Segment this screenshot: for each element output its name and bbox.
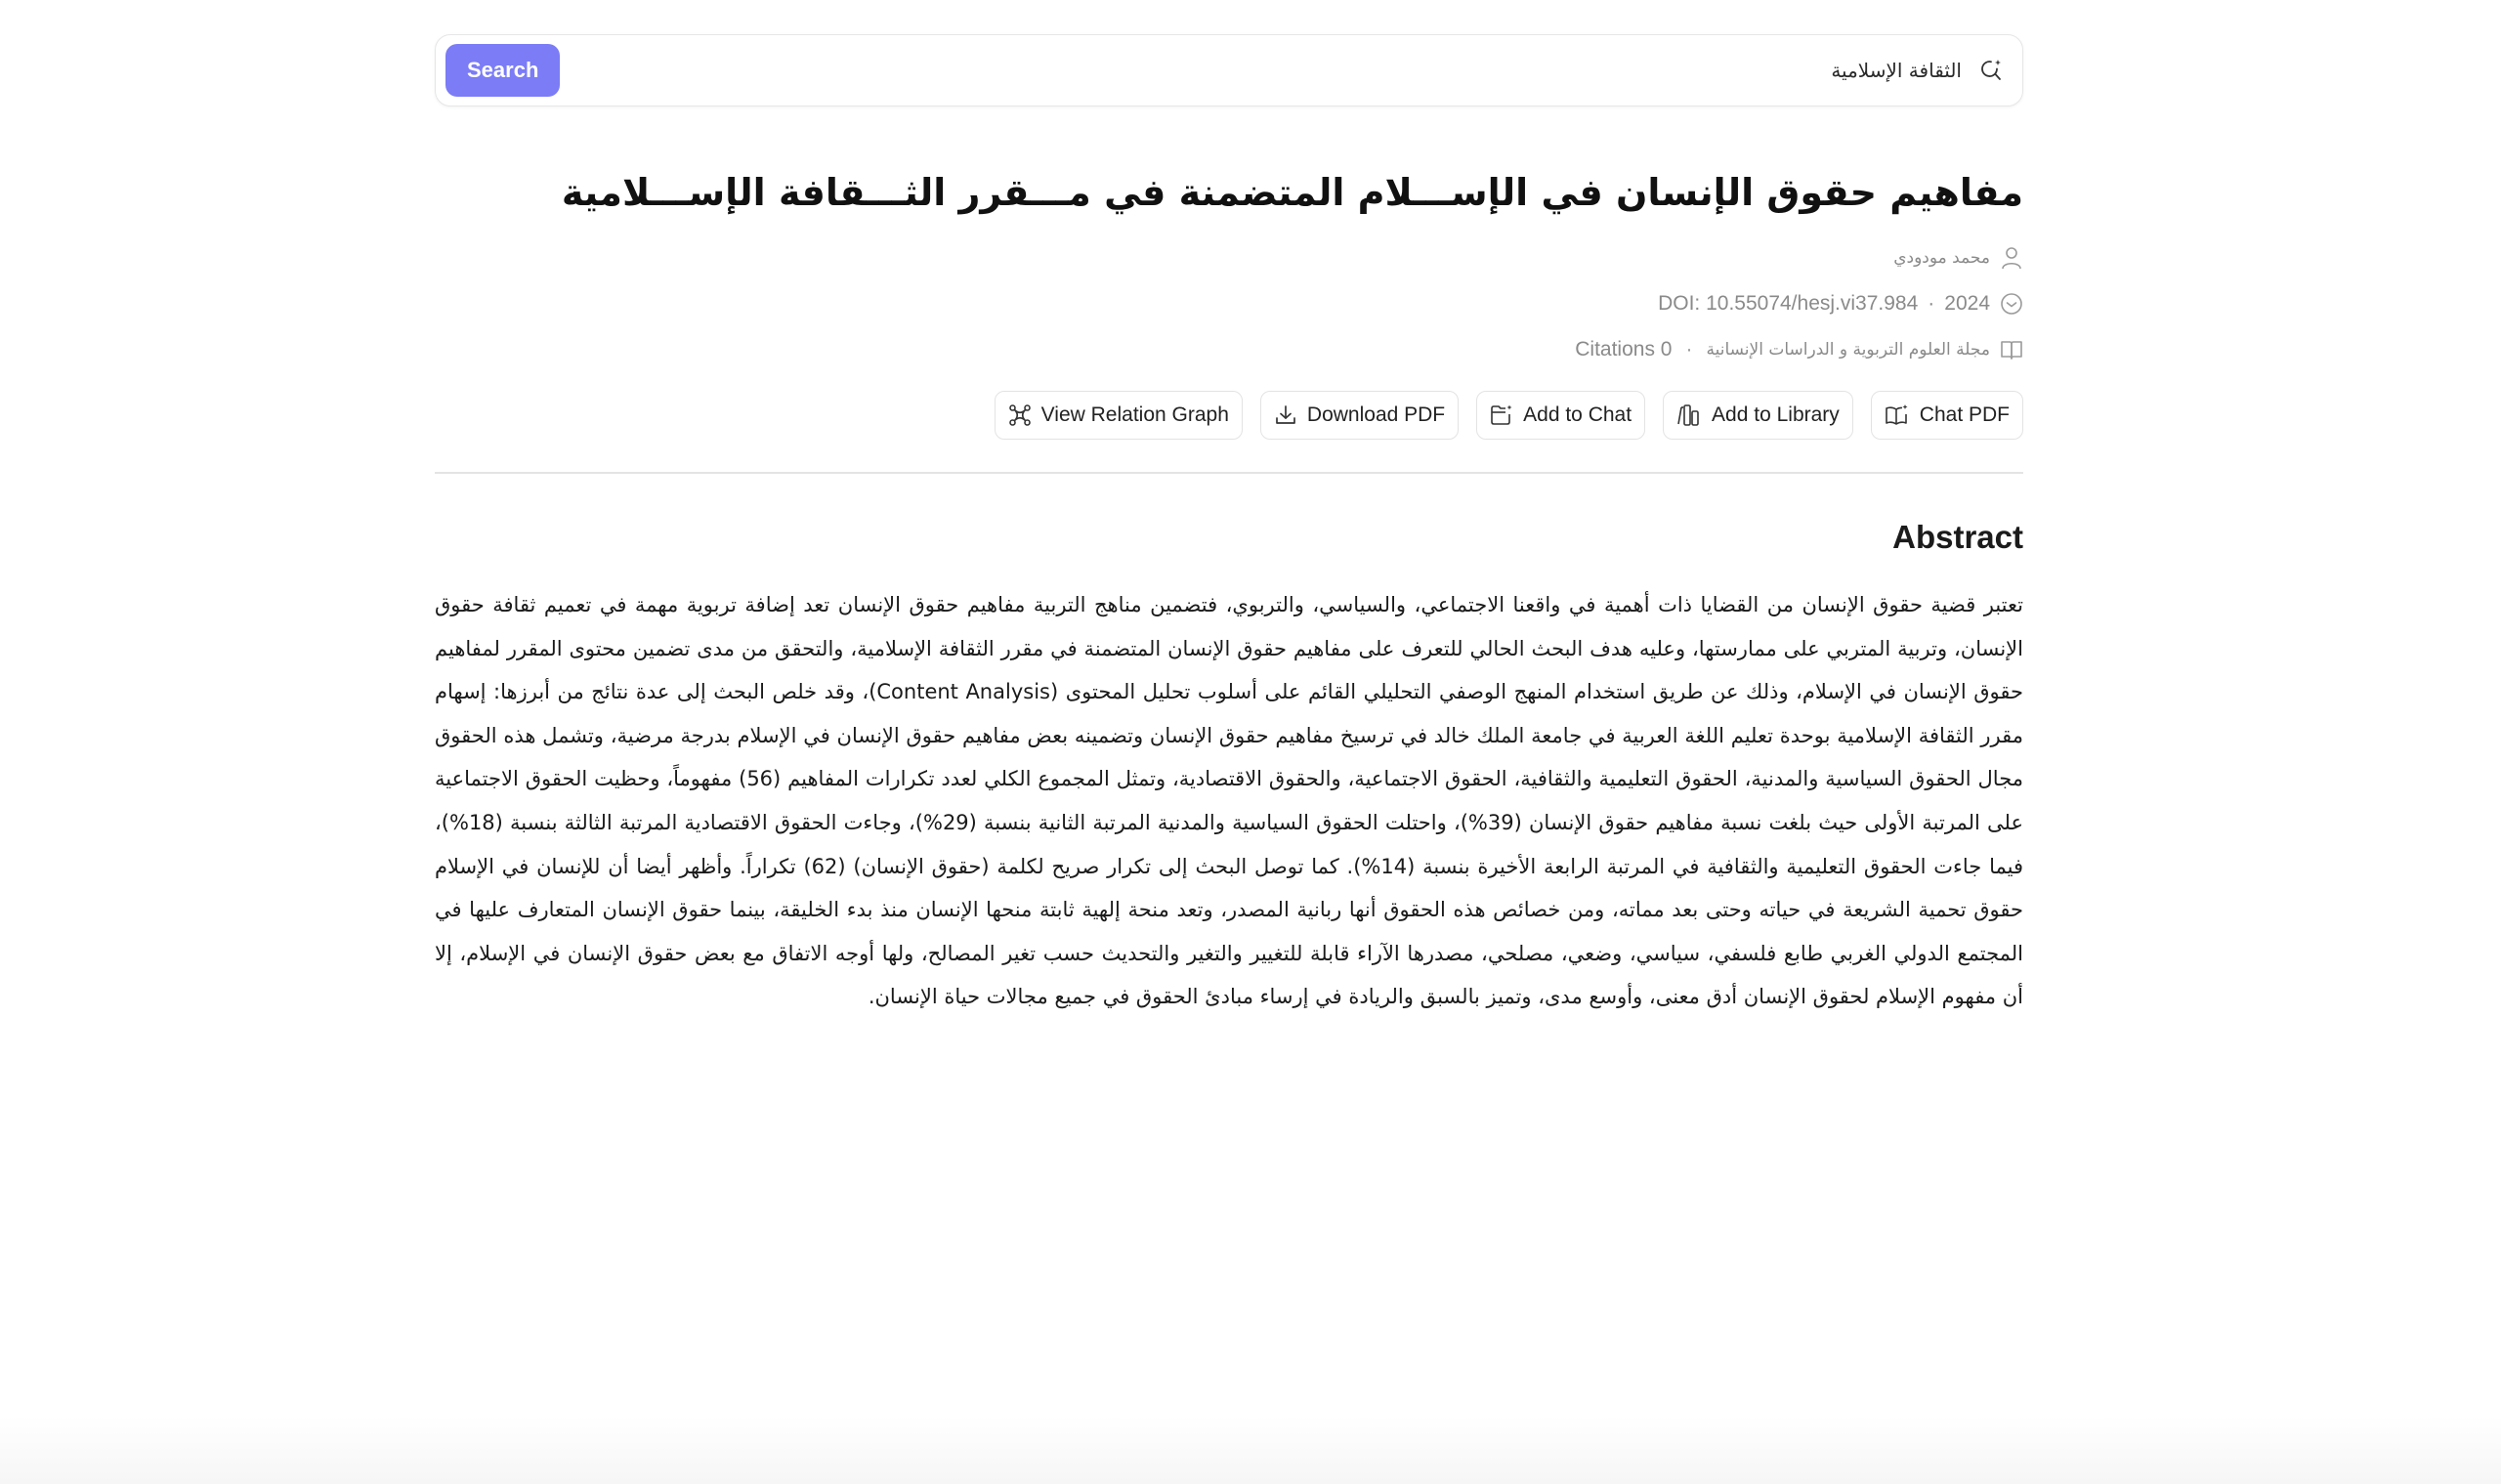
main-content xyxy=(435,34,2023,1019)
sparkle-search-icon[interactable] xyxy=(1979,58,2005,83)
search-field-wrap xyxy=(599,58,2005,83)
download-pdf-label: Download PDF xyxy=(1306,403,1446,426)
section-divider xyxy=(435,472,2023,474)
meta-dot: · xyxy=(1685,337,1693,360)
publication-year: 2024 xyxy=(1944,291,1990,315)
author-row xyxy=(1893,241,2023,274)
search-bar xyxy=(435,34,2023,106)
folder-plus-icon xyxy=(1490,403,1513,427)
citations-count: Citations 0 xyxy=(1575,337,1673,360)
chat-pdf-label: Chat PDF xyxy=(1919,403,2010,426)
book-icon xyxy=(2000,339,2023,360)
add-to-library-label: Add to Library xyxy=(1712,403,1840,426)
journal-name[interactable]: مجلة العلوم التربوية و الدراسات الإنسانية xyxy=(1706,339,1990,360)
search-button[interactable]: Search xyxy=(445,44,560,97)
add-to-chat-button[interactable] xyxy=(1476,391,1645,440)
view-relation-graph-button[interactable] xyxy=(995,391,1243,440)
chat-pdf-button[interactable] xyxy=(1871,391,2023,440)
paper-meta xyxy=(435,241,2023,365)
doi-row xyxy=(1658,287,2023,319)
add-to-chat-label: Add to Chat xyxy=(1523,403,1632,426)
paper-title: مفاهيم حقوق الإنسان في الإســـلام المتضمنة في مـــقرر الثـــقافة الإســـلامية xyxy=(561,171,2023,214)
clock-icon xyxy=(2000,292,2023,316)
view-relation-graph-label: View Relation Graph xyxy=(1040,403,1229,426)
add-to-library-button[interactable] xyxy=(1663,391,1853,440)
year-separator: · xyxy=(1928,291,1935,315)
book-sparkle-icon xyxy=(1885,403,1910,427)
action-toolbar xyxy=(435,391,2023,440)
journal-row xyxy=(1575,333,2023,365)
abstract-heading: Abstract xyxy=(1892,519,2023,555)
bottom-fade xyxy=(0,1416,2501,1484)
library-icon xyxy=(1676,403,1702,427)
user-icon xyxy=(2000,245,2023,271)
author-name[interactable]: محمد مودودي xyxy=(1893,247,1990,268)
doi-text[interactable]: DOI: 10.55074/hesj.vi37.984 xyxy=(1658,291,1919,315)
abstract-text: تعتبر قضية حقوق الإنسان من القضايا ذات أهمية في واقعنا الاجتماعي، والسياسي، والتربوي، فتضمين مناهج التربية مفاهيم حقوق الإنسان تعد إضافة تربوية مهمة في تعميم ثقافة حقوق الإنسان، وتربية المتربي على ممارستها، وعليه هدف البحث الحالي للتعرف على مفاهيم حقوق الإنسان المتضمنة في مقرر الثقافة الإسلامية، والتحقق من مدى تضمين محتوى المقرر لمفاهيم حقوق الإنسان في الإسلام، وذلك عن طريق استخدام المنهج الوصفي التحليلي القائم على أسلوب تحليل المحتوى (Content Analysis)، وقد خلص البحث إلى عدة نتائج من أبرزها: إسهام مقرر الثقافة الإسلامية بوحدة تعليم اللغة العربية في جامعة الملك خالد في ترسيخ مفاهيم حقوق الإنسان وتضمينه بعض مفاهيم حقوق الإنسان في الإسلام بدرجة مرضية، وتشمل هذه الحقوق مجال الحقوق السياسية والمدنية، الحقوق التعليمية والثقافية، الحقوق الاجتماعية، والحقوق الاقتصادية، وتمثل المجموع الكلي لعدد تكرارات المفاهيم (56) مفهوماً، وحظيت الحقوق الاجتماعية على المرتبة الأولى حيث بلغت نسبة مفاهيم حقوق الإنسان (39%)، واحتلت الحقوق السياسية والمدنية المرتبة الثانية بنسبة (29%)، وجاءت الحقوق الاقتصادية المرتبة الثالثة بنسبة (18%)، فيما جاءت الحقوق التعليمية والثقافية في المرتبة الرابعة الأخيرة بنسبة (14%). كما توصل البحث إلى تكرار صريح لكلمة (حقوق الإنسان) (62) تكراراً. وأظهر أيضا أن للإنسان في الإسلام حقوق تحمية الشريعة في حياته وحتى بعد مماته، ومن خصائص هذه الحقوق أنها ربانية المصدر، وتعد منحة إلهية ثابتة منحها الإنسان منذ بدء الخليقة، بينما حقوق الإنسان المتعارف عليها في المجتمع الدولي الغربي طابع فلسفي، سياسي، وضعي، مصلحي، مصدرها الآراء قابلة للتغيير والتغير والتحديث حسب تغير المصالح، ولها أوجه الاتفاق مع بعض حقوق الإنسان في الإسلام، إلا أن مفهوم الإسلام لحقوق الإنسان أدق معنى، وأوسع مدى، وتميز بالسبق والريادة في إرساء مبادئ الحقوق في جميع مجالات حياة الإنسان. xyxy=(435,593,2023,1009)
search-input[interactable] xyxy=(599,59,1962,82)
graph-icon xyxy=(1008,403,1032,427)
download-icon xyxy=(1274,403,1297,427)
download-pdf-button[interactable] xyxy=(1260,391,1459,440)
